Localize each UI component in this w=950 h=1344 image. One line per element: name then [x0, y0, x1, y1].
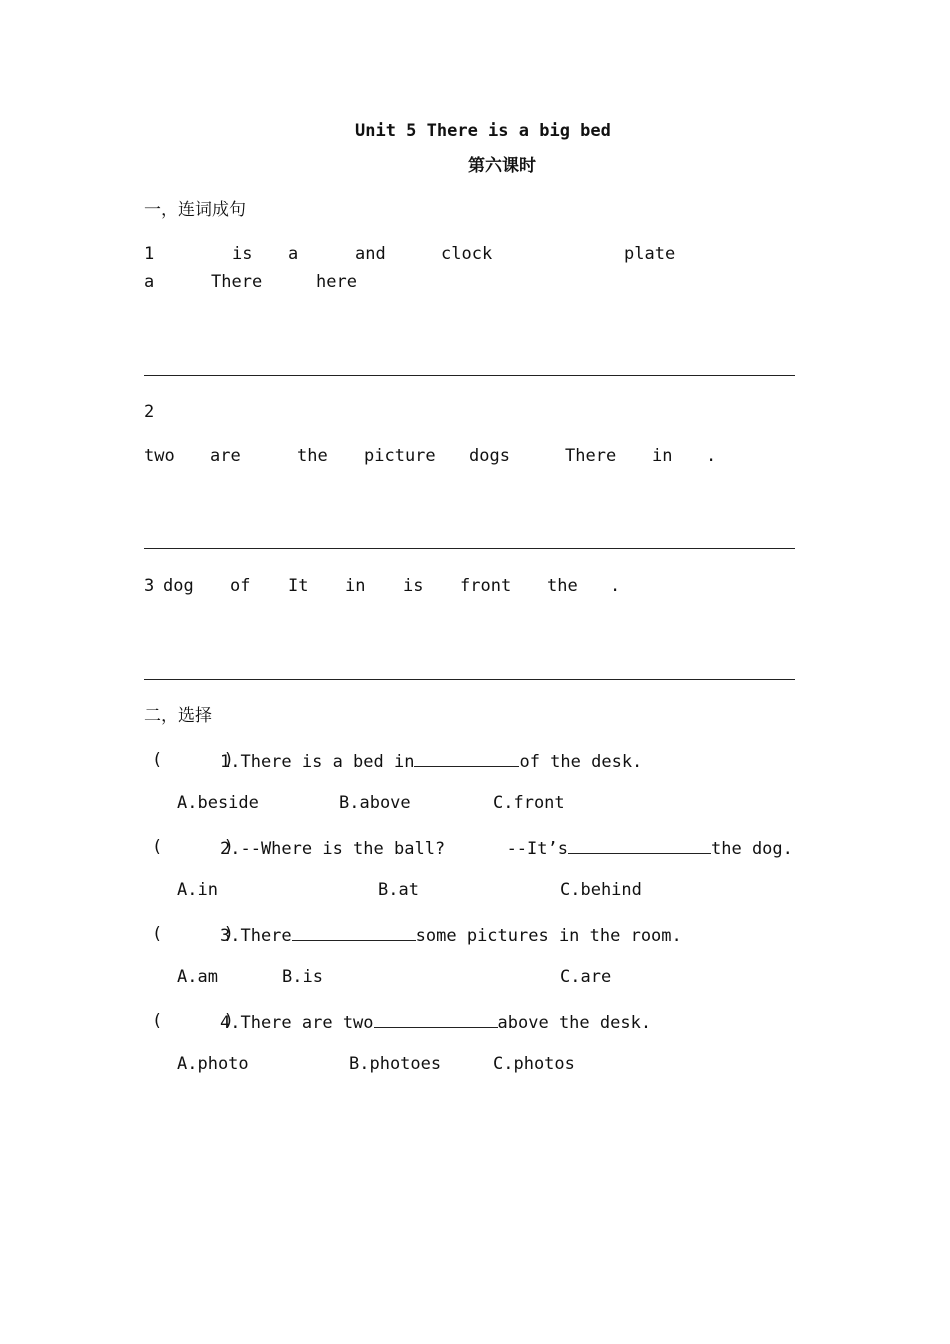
word-chip: .	[610, 576, 621, 596]
word-chip: the	[297, 446, 328, 466]
word-chip: in	[345, 576, 366, 596]
question-stem	[220, 750, 642, 772]
option-a[interactable]: A.beside	[177, 793, 259, 813]
option-c[interactable]: C.front	[493, 793, 565, 813]
word-chip: dog	[163, 576, 194, 596]
page-title: Unit 5 There is a big bed	[355, 121, 611, 141]
answer-bracket[interactable]: ( )	[152, 837, 234, 857]
word-chip: .	[706, 446, 717, 466]
word-chip: a	[144, 272, 155, 292]
option-c[interactable]: C.behind	[560, 880, 642, 900]
stem-before: 1.There is a bed in	[220, 752, 415, 772]
option-c[interactable]: C.are	[560, 967, 612, 987]
question-stem	[220, 1011, 651, 1033]
word-chip: in	[652, 446, 673, 466]
word-chip: There	[565, 446, 617, 466]
option-a[interactable]: A.in	[177, 880, 218, 900]
option-b[interactable]: B.above	[339, 793, 411, 813]
word-chip: There	[211, 272, 263, 292]
option-b[interactable]: B.is	[282, 967, 323, 987]
option-a[interactable]: A.am	[177, 967, 218, 987]
word-chip: and	[355, 244, 386, 264]
word-chip: a	[288, 244, 299, 264]
question-number: 1	[144, 244, 155, 264]
answer-line[interactable]	[144, 548, 795, 549]
option-c[interactable]: C.photos	[493, 1054, 575, 1074]
word-chip: the	[547, 576, 578, 596]
fill-blank[interactable]	[414, 750, 519, 767]
page-subtitle: 第六课时	[468, 156, 536, 176]
word-chip: are	[210, 446, 241, 466]
word-chip: It	[288, 576, 309, 596]
answer-line[interactable]	[144, 679, 795, 680]
section1-heading: 一，连词成句	[144, 200, 246, 220]
answer-bracket[interactable]: ( )	[152, 924, 234, 944]
fill-blank[interactable]	[374, 1011, 498, 1028]
section2-heading: 二，选择	[144, 706, 212, 726]
word-chip: of	[230, 576, 251, 596]
answer-bracket[interactable]: ( )	[152, 1011, 234, 1031]
fill-blank[interactable]	[292, 924, 416, 941]
word-chip: picture	[364, 446, 436, 466]
stem-before: 2.--Where is the ball? --It’s	[220, 839, 568, 859]
question-stem	[220, 837, 793, 859]
stem-after: of the desk.	[519, 752, 643, 772]
stem-after: the dog.	[711, 839, 793, 859]
word-chip: clock	[441, 244, 493, 264]
question-stem	[220, 924, 682, 946]
stem-after: above the desk.	[497, 1013, 652, 1033]
word-chip: dogs	[469, 446, 510, 466]
option-a[interactable]: A.photo	[177, 1054, 249, 1074]
word-chip: plate	[624, 244, 676, 264]
fill-blank[interactable]	[568, 837, 711, 854]
stem-before: 4.There are two	[220, 1013, 374, 1033]
stem-before: 3.There	[220, 926, 292, 946]
word-chip: is	[232, 244, 253, 264]
option-b[interactable]: B.at	[378, 880, 419, 900]
stem-after: some pictures in the room.	[415, 926, 682, 946]
word-chip: two	[144, 446, 175, 466]
word-chip: is	[403, 576, 424, 596]
question-number: 3	[144, 576, 155, 596]
word-chip: front	[460, 576, 512, 596]
word-chip: here	[316, 272, 357, 292]
option-b[interactable]: B.photoes	[349, 1054, 442, 1074]
answer-line[interactable]	[144, 375, 795, 376]
answer-bracket[interactable]: ( )	[152, 750, 234, 770]
question-number: 2	[144, 402, 155, 422]
